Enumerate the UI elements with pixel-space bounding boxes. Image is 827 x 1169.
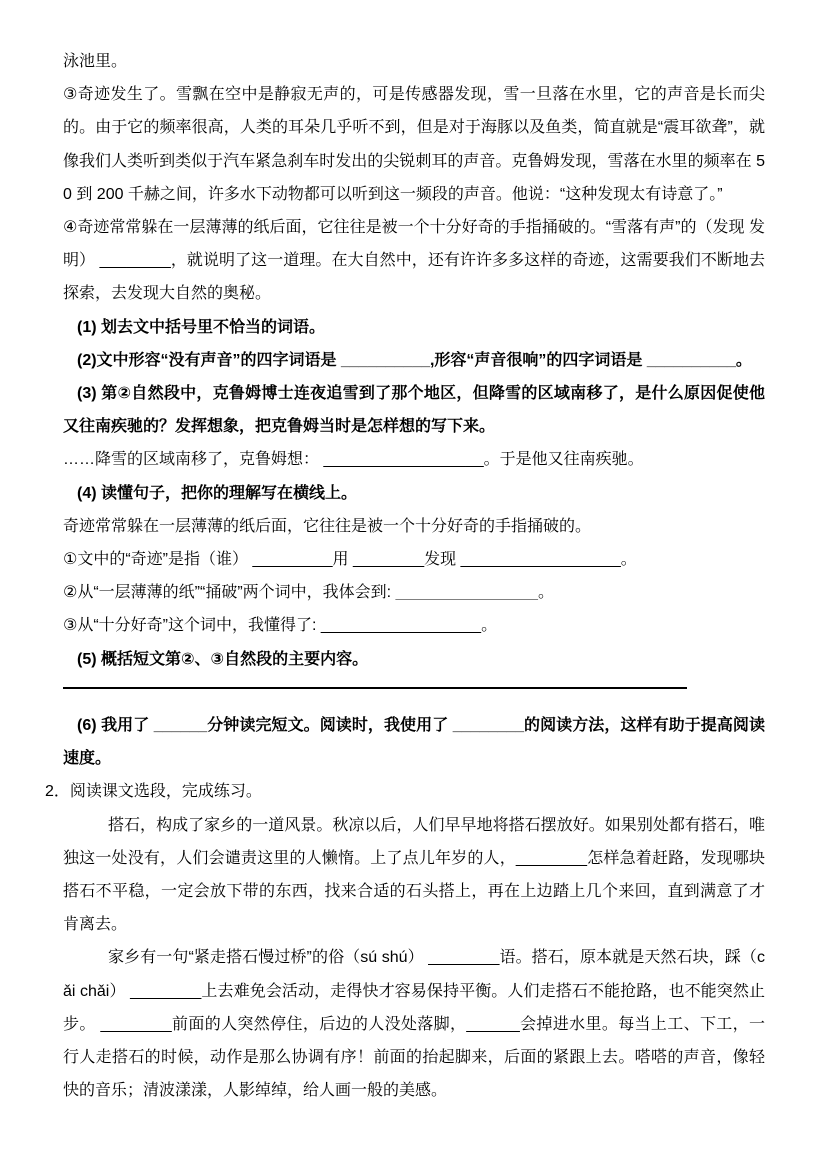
question-4-subitem-2-period: 。 — [537, 584, 554, 602]
question-3: (3) 第②自然段中，克鲁姆博士连夜追雪到了那个地区，但降雪的区域南移了，是什么原因促使他又往南疾驰的？发挥想象，把克鲁姆当时是怎样想的写下来。 — [63, 385, 765, 436]
answer-rule-row — [63, 676, 765, 709]
exercise-2-paragraph-2: 家乡有一句“紧走搭石慢过桥”的俗（sú shú） ________语。搭石，原本就是天然石块，踩（cǎi chǎi） ________上去难免会活动，走得快才容易保持平衡。人们走搭石不能抢路，也不能突然止步。 ________前面的人突然停住，后边的人没处落脚，______会掉进水里。每当上工、下工，一行人走搭石的时候，动作是那么协调有序！前面的抬起脚来，后面的紧跟上去。嗒嗒的声音，像轻快的音乐；清波漾漾，人影绰绰，给人画一般的美感。 — [63, 949, 765, 1100]
question-4-quoted-sentence: 奇迹常常躲在一层薄薄的纸后面，它往往是被一个十分好奇的手指捅破的。 — [63, 517, 592, 535]
answer-ruled-line — [63, 687, 687, 689]
question-4-subitem-1: ①文中的“奇迹”是指（谁） _________用 ________发现 __________________。 — [63, 551, 637, 569]
question-5: (5) 概括短文第②、③自然段的主要内容。 — [77, 650, 369, 668]
passage1-paragraph-3: ③奇迹发生了。雪飘在空中是静寂无声的，可是传感器发现，雪一旦落在水里，它的声音是长而尖的。由于它的频率很高，人类的耳朵几乎听不到，但是对于海豚以及鱼类，简直就是“震耳欲聋”，就像我们人类听到类似于汽车紧急刹车时发出的尖锐刺耳的声音。克鲁姆发现，雪落在水里的频率在 50 到 200 千赫之间，许多水下动物都可以听到这一频段的声音。他说：“这种发现太有诗意了。” — [63, 86, 765, 203]
passage1-paragraph-4: ④奇迹常常躲在一层薄薄的纸后面，它往往是被一个十分好奇的手指捅破的。“雪落有声”的（发现 发明） ________，就说明了这一道理。在大自然中，还有许许多多这样的奇迹，这需要我们不断地去探索，去发现大自然的奥秘。 — [63, 219, 765, 303]
question-4-subitem-2-text: ②从“一层薄薄的纸”“捅破”两个词中，我体会到: — [63, 584, 396, 602]
question-2: (2)文中形容“没有声音”的四字词语是 __________,形容“声音很响”的四字词语是 __________。 — [77, 351, 752, 369]
question-4-subitem-3: ③从“十分好奇”这个词中，我懂得了: __________________。 — [63, 617, 498, 635]
question-4-subitem-2 — [63, 576, 765, 609]
passage1-tail-line: 泳池里。 — [63, 53, 128, 70]
question-3-answer-template: ……降雪的区域南移了，克鲁姆想： __________________。于是他又往南疾驰。 — [63, 451, 644, 469]
exercise-2-title: 2．阅读课文选段，完成练习。 — [45, 783, 262, 801]
question-1: (1) 划去文中括号里不恰当的词语。 — [77, 318, 326, 336]
exercise-2-paragraph-1: 搭石，构成了家乡的一道风景。秋凉以后，人们早早地将搭石摆放好。如果别处都有搭石，唯独这一处没有，人们会谴责这里的人懒惰。上了点儿年岁的人，________怎样急着赶路，发现哪块搭石不平稳，一定会放下带的东西，找来合适的石头搭上，再在上边踏上几个来回，直到满意了才肯离去。 — [63, 816, 765, 934]
question-4-subitem-2-blank: ________________ — [395, 584, 538, 602]
question-6: (6) 我用了 ______分钟读完短文。阅读时，我使用了 ________的阅读方法，这样有助于提高阅读速度。 — [63, 717, 765, 768]
question-4: (4) 读懂句子，把你的理解写在横线上。 — [77, 484, 358, 502]
